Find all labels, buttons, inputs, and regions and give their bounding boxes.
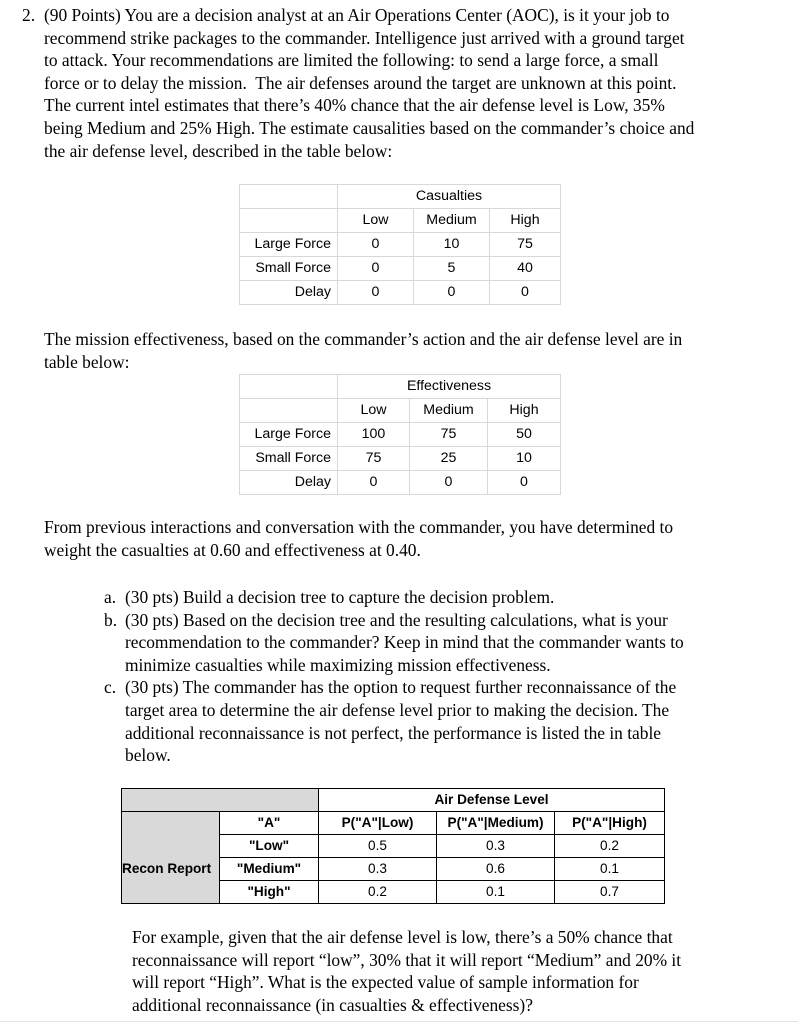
column-header: P("A"|Medium) — [437, 812, 555, 835]
row-label: Large Force — [240, 233, 338, 257]
casualties-title: Casualties — [338, 185, 561, 209]
table-cell: 0.7 — [555, 881, 665, 904]
table-cell: 0 — [338, 281, 414, 305]
part-text: (30 pts) Based on the decision tree and the resulting calculations, what is your recommendation to the commander? Keep in mind that the commander wants to minimize casualties while maximizing mission effectiveness. — [125, 609, 684, 675]
table-cell: 0.1 — [437, 881, 555, 904]
table-row — [240, 233, 561, 257]
row-label: Delay — [240, 471, 338, 495]
list-item — [104, 676, 784, 766]
parts-list — [104, 586, 784, 767]
part-text: (30 pts) Build a decision tree to capture the decision problem. — [125, 587, 555, 607]
row-label: "Low" — [220, 835, 319, 858]
table-cell: 0 — [338, 233, 414, 257]
table-cell: 0 — [414, 281, 490, 305]
corner-header: "A" — [220, 812, 319, 835]
table-cell: 100 — [338, 423, 410, 447]
column-header: Low — [338, 209, 414, 233]
table-cell: 75 — [338, 447, 410, 471]
question-intro: (90 Points) You are a decision analyst at an Air Operations Center (AOC), is it your job to recommend strike packages to the commander. Intelligence just arrived with a ground target to attack. Your recommendations are limited the following: to send a large force, a small force or to delay the mission. The air defenses around the target are unknown at this point. The current intel estimates that there’s 40% chance that the air defense level is Low, 35% being Medium and 25% High. The estimate causalities based on the commander’s choice and the air defense level, described in the table below: — [44, 5, 695, 161]
table-cell: 0 — [338, 471, 410, 495]
table-cell: 0.6 — [437, 858, 555, 881]
table-cell: 0.2 — [555, 835, 665, 858]
table-row — [240, 375, 561, 399]
part-marker: a. — [104, 587, 117, 607]
air-defense-level-header: Air Defense Level — [319, 789, 665, 812]
column-header: P("A"|High) — [555, 812, 665, 835]
table-cell: 40 — [490, 257, 561, 281]
effectiveness-table — [239, 374, 561, 495]
casualties-table — [239, 184, 561, 305]
table-cell: 25 — [410, 447, 488, 471]
part-text: (30 pts) The commander has the option to request further reconnaissance of the target area to determine the air defense level prior to making the decision. The additional reconnaissance is not perfect, the performance is listed the in table below. — [125, 677, 677, 766]
table-cell: 0 — [410, 471, 488, 495]
row-label: Small Force — [240, 257, 338, 281]
example-text: For example, given that the air defense level is low, there’s a 50% chance that reconnaissance will report “low”, 30% that it will report “Medium” and 20% it will report “High”. What is the expected value of sample information for additional reconnaissance (in casualties & effectiveness)? — [132, 927, 682, 1015]
column-header: Medium — [410, 399, 488, 423]
table-cell: 75 — [490, 233, 561, 257]
table-cell: 10 — [414, 233, 490, 257]
table-cell: 10 — [488, 447, 561, 471]
list-item — [104, 586, 784, 609]
part-marker: b. — [104, 609, 118, 630]
table-row — [122, 789, 665, 812]
row-label: Small Force — [240, 447, 338, 471]
row-label: "Medium" — [220, 858, 319, 881]
column-header: High — [490, 209, 561, 233]
table-cell: 0.2 — [319, 881, 437, 904]
table-row — [240, 423, 561, 447]
column-header: High — [488, 399, 561, 423]
recon-report-label: Recon Report — [122, 860, 212, 876]
row-label: Delay — [240, 281, 338, 305]
table-cell: 0 — [338, 257, 414, 281]
table-row — [240, 257, 561, 281]
table-cell: 75 — [410, 423, 488, 447]
table-row — [240, 399, 561, 423]
table-cell: 0.3 — [319, 858, 437, 881]
table-cell: 0 — [490, 281, 561, 305]
table-row — [240, 281, 561, 305]
table-cell: 0.3 — [437, 835, 555, 858]
table-row — [240, 447, 561, 471]
effectiveness-title: Effectiveness — [338, 375, 561, 399]
table-row — [122, 812, 665, 835]
column-header: Medium — [414, 209, 490, 233]
list-item — [104, 609, 784, 677]
row-label: "High" — [220, 881, 319, 904]
table-row — [240, 209, 561, 233]
recon-table — [121, 788, 665, 904]
part-marker: c. — [104, 677, 117, 698]
column-header: Low — [338, 399, 410, 423]
table-cell: 0 — [488, 471, 561, 495]
effectiveness-intro: The mission effectiveness, based on the commander’s action and the air defense level are in table below: — [44, 329, 683, 372]
table-row — [240, 471, 561, 495]
table-cell: 50 — [488, 423, 561, 447]
table-cell: 0.1 — [555, 858, 665, 881]
table-cell: 5 — [414, 257, 490, 281]
page-bottom-divider — [0, 1021, 798, 1022]
weights-text: From previous interactions and conversation with the commander, you have determined to weight the casualties at 0.60 and effectiveness at 0.40. — [44, 517, 674, 560]
table-row — [240, 185, 561, 209]
column-header: P("A"|Low) — [319, 812, 437, 835]
row-label: Large Force — [240, 423, 338, 447]
table-cell: 0.5 — [319, 835, 437, 858]
question-number: 2. — [22, 5, 36, 25]
